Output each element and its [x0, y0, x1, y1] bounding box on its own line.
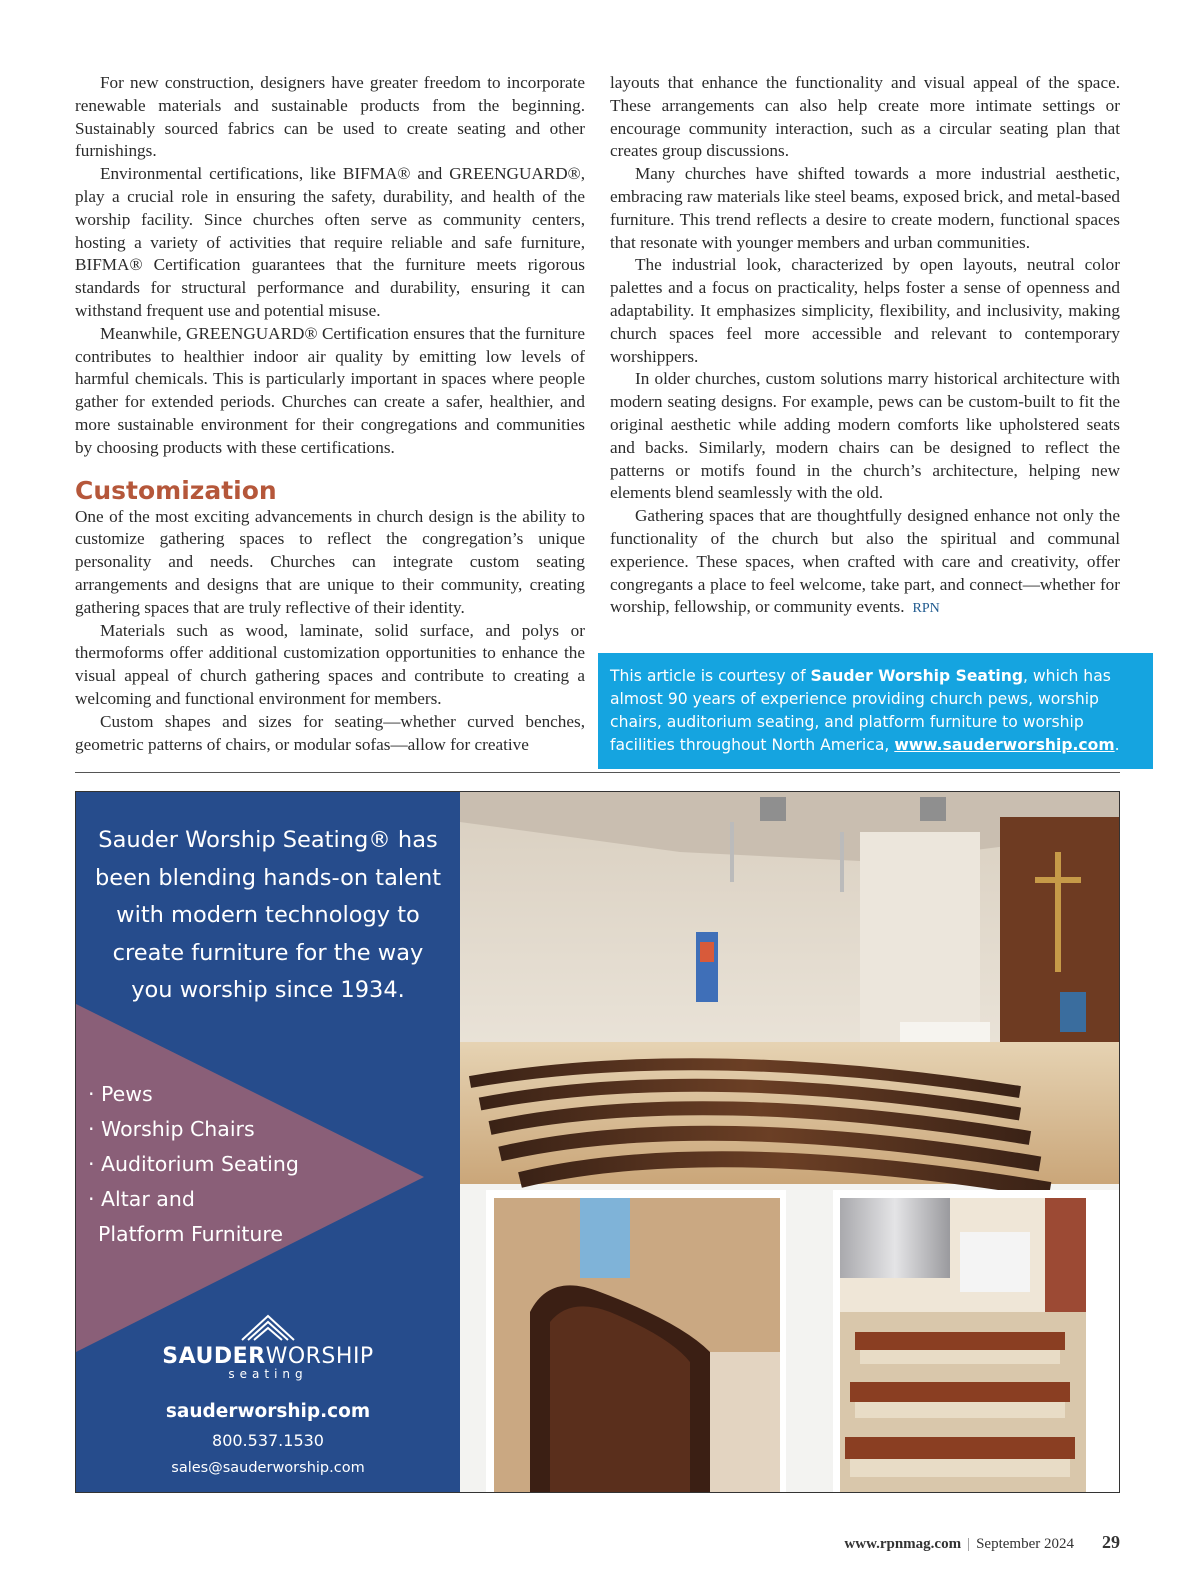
courtesy-callout	[598, 653, 1153, 769]
ad-headline-line: been blending hands-on talent	[94, 864, 442, 891]
sauder-logo	[76, 1312, 460, 1381]
paragraph: The industrial look, characterized by open layouts, neutral color palettes and a focus on practicality, helps foster a sense of openness and adaptability. It emphasizes simplicity, flexibility, and inclusivity, making church spaces feel more accessible and relevant to contemporary worshippers.	[610, 255, 1120, 366]
callout-text: .	[1114, 736, 1120, 754]
ad-headline-line: create furniture for the way	[112, 939, 424, 966]
ad-product-item: · Worship Chairs	[88, 1117, 255, 1141]
callout-text: This article is courtesy of	[610, 667, 811, 685]
paragraph	[610, 505, 1120, 621]
logo-subtitle: seating	[228, 1367, 308, 1381]
ad-phone[interactable]: 800.537.1530	[212, 1431, 324, 1450]
logo-wordmark	[76, 1344, 460, 1369]
paragraph: Meanwhile, GREENGUARD® Certification ensures that the furniture contributes to healthier indoor air quality by emitting low levels of harmful chemicals. This is particularly important in spaces where people gather for extended periods. Churches can create a safer, healthier, and more sustainable environment for their congregations and communities by choosing products with these certifications.	[75, 323, 585, 457]
ad-headline-line: with modern technology to	[116, 902, 420, 928]
ad-product-item: · Auditorium Seating	[88, 1152, 299, 1176]
ad-product-item: · Pews	[88, 1082, 153, 1106]
page-number: 29	[1102, 1532, 1120, 1552]
ad-product-list	[88, 1077, 299, 1252]
advertisement[interactable]	[75, 791, 1120, 1493]
ad-email[interactable]: sales@sauderworship.com	[171, 1460, 365, 1476]
paragraph: In older churches, custom solutions marry historical architecture with modern seating designs. For example, pews can be custom-built to fit the original aesthetic while adding modern comforts like upholstered seats and backs. Similarly, modern chairs can be designed to reflect the patterns or motifs found in the church’s architecture, helping new elements blend seamlessly with the old.	[610, 369, 1120, 503]
sanctuary-photo	[460, 792, 1119, 1190]
paragraph: Custom shapes and sizes for seating—whether curved benches, geometric patterns of chairs, or modular sofas—allow for creative	[75, 711, 585, 754]
logo-word-light: WORSHIP	[265, 1344, 374, 1369]
ad-headline-line: you worship since 1934.	[131, 977, 405, 1003]
footer-website[interactable]: www.rpnmag.com	[844, 1536, 962, 1552]
paragraph: One of the most exciting advancements in church design is the ability to customize gathering spaces to reflect the congregation’s unique personality and needs. Churches can integrate custom seating arrangements and designs that are unique to their community, creating gathering spaces that are truly reflective of their identity.	[75, 506, 585, 617]
footer-issue: September 2024	[976, 1536, 1074, 1552]
church-photo-collage	[460, 792, 1119, 1492]
footer-separator: |	[967, 1536, 971, 1552]
ad-headline-line: Sauder Worship Seating® has	[98, 827, 438, 853]
ad-headline	[76, 822, 460, 1010]
divider	[75, 772, 1120, 773]
paragraph: layouts that enhance the functionality and visual appeal of the space. These arrangements can also help create more intimate settings or encourage community interaction, such as a circular seating plan that creates group discussions.	[610, 73, 1120, 161]
section-heading: Customization	[75, 475, 277, 505]
paragraph: For new construction, designers have greater freedom to incorporate renewable materials and sustainable products from the beginning. Sustainably sourced fabrics can be used to create seating and other furnishings.	[75, 73, 585, 161]
callout-link[interactable]: www.sauderworship.com	[894, 736, 1115, 754]
end-mark: RPN	[912, 601, 940, 617]
paragraph: Environmental certifications, like BIFMA® and GREENGUARD®, play a crucial role in ensuring the safety, durability, and health of the worship facility. Since churches often serve as community centers, hosting a variety of activities that require reliable and safe furniture, BIFMA® Certification guarantees that the furniture meets rigorous standards for structural performance and durability, ensuring it can withstand frequent use and potential misuse.	[75, 164, 585, 320]
ad-contact	[76, 1398, 460, 1480]
paragraph: Many churches have shifted towards a more industrial aesthetic, embracing raw materials like steel beams, exposed brick, and metal-based furniture. This trend reflects a desire to create modern, functional spaces that resonate with younger members and urban communities.	[610, 164, 1120, 252]
logo-word-bold: SAUDER	[162, 1344, 266, 1369]
ad-product-item: Platform Furniture	[98, 1222, 284, 1246]
chapel-chairs-photo	[833, 1190, 1119, 1492]
roof-logo-icon	[236, 1312, 300, 1342]
article-right-column	[610, 72, 1120, 621]
ad-text-panel	[76, 792, 460, 1492]
paragraph: Materials such as wood, laminate, solid surface, and polys or thermoforms offer additional customization opportunities to enhance the visual appeal of church gathering spaces and contribute to creating a welcoming and functional environment for members.	[75, 620, 585, 708]
callout-text: , which has almost 90 years of experience providing church pews, worship chairs, auditorium seating, and platform furniture to worship facilities throughout North America,	[610, 667, 1111, 754]
article-left-column	[75, 72, 585, 756]
paragraph-text: Gathering spaces that are thoughtfully designed enhance not only the functionality of the church but also the spiritual and communal experience. These spaces, when crafted with care and creativity, offer congregants a place to feel welcome, take part, and connect—whether for worship, fellowship, or community events.	[610, 506, 1120, 617]
callout-company: Sauder Worship Seating	[810, 667, 1024, 685]
page-footer	[844, 1532, 1120, 1553]
ad-website[interactable]: sauderworship.com	[165, 1401, 371, 1422]
ad-product-item: · Altar and	[88, 1187, 195, 1211]
pew-closeup-photo	[486, 1190, 786, 1492]
